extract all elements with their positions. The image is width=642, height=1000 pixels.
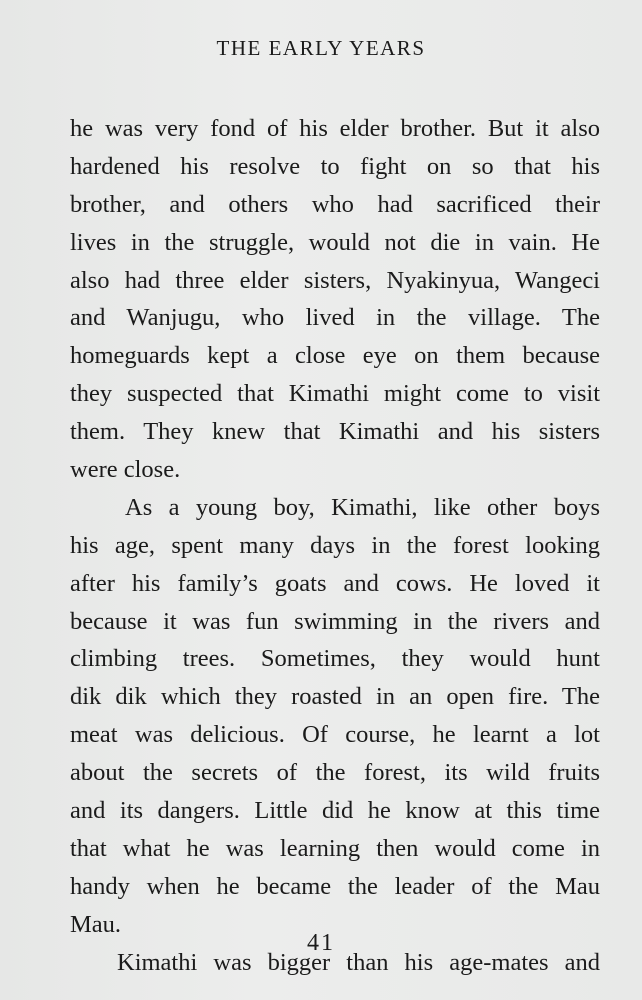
text-line: Mau.: [70, 910, 122, 938]
text-line: that what he was learning then would come in: [70, 834, 600, 862]
text-line: them. They knew that Kimathi and his sisters: [70, 418, 600, 446]
body-text: [70, 110, 600, 981]
text-line: lives in the struggle, would not die in vain. He: [70, 228, 600, 256]
text-line: handy when he became the leader of the Mau: [70, 872, 600, 900]
text-line: because it was fun swimming in the rivers and: [70, 607, 600, 635]
text-line: dik dik which they roasted in an open fire. The: [70, 683, 600, 711]
text-line: they suspected that Kimathi might come to visit: [70, 380, 600, 408]
text-line: brother, and others who had sacrificed their: [70, 190, 600, 218]
text-line: climbing trees. Sometimes, they would hunt: [70, 645, 600, 673]
text-line: and its dangers. Little did he know at this time: [70, 797, 600, 825]
text-line: after his family’s goats and cows. He loved it: [70, 569, 600, 597]
text-line: hardened his resolve to fight on so that his: [70, 152, 600, 180]
text-line: he was very fond of his elder brother. But it also: [70, 115, 600, 142]
text-line: homeguards kept a close eye on them because: [70, 342, 600, 370]
running-head: THE EARLY YEARS: [216, 36, 426, 60]
paragraph-start-line: As a young boy, Kimathi, like other boys: [125, 493, 600, 521]
paragraph-start-line: Kimathi was bigger than his age-mates and: [117, 948, 600, 976]
text-line: meat was delicious. Of course, he learnt a lot: [70, 721, 600, 749]
text-line: also had three elder sisters, Nyakinyua, Wangeci: [70, 266, 600, 294]
text-line: were close.: [70, 456, 181, 484]
text-line: about the secrets of the forest, its wild fruits: [70, 759, 600, 787]
page-number: 41: [307, 930, 335, 956]
text-line: his age, spent many days in the forest looking: [70, 531, 600, 559]
text-line: and Wanjugu, who lived in the village. The: [70, 304, 600, 332]
